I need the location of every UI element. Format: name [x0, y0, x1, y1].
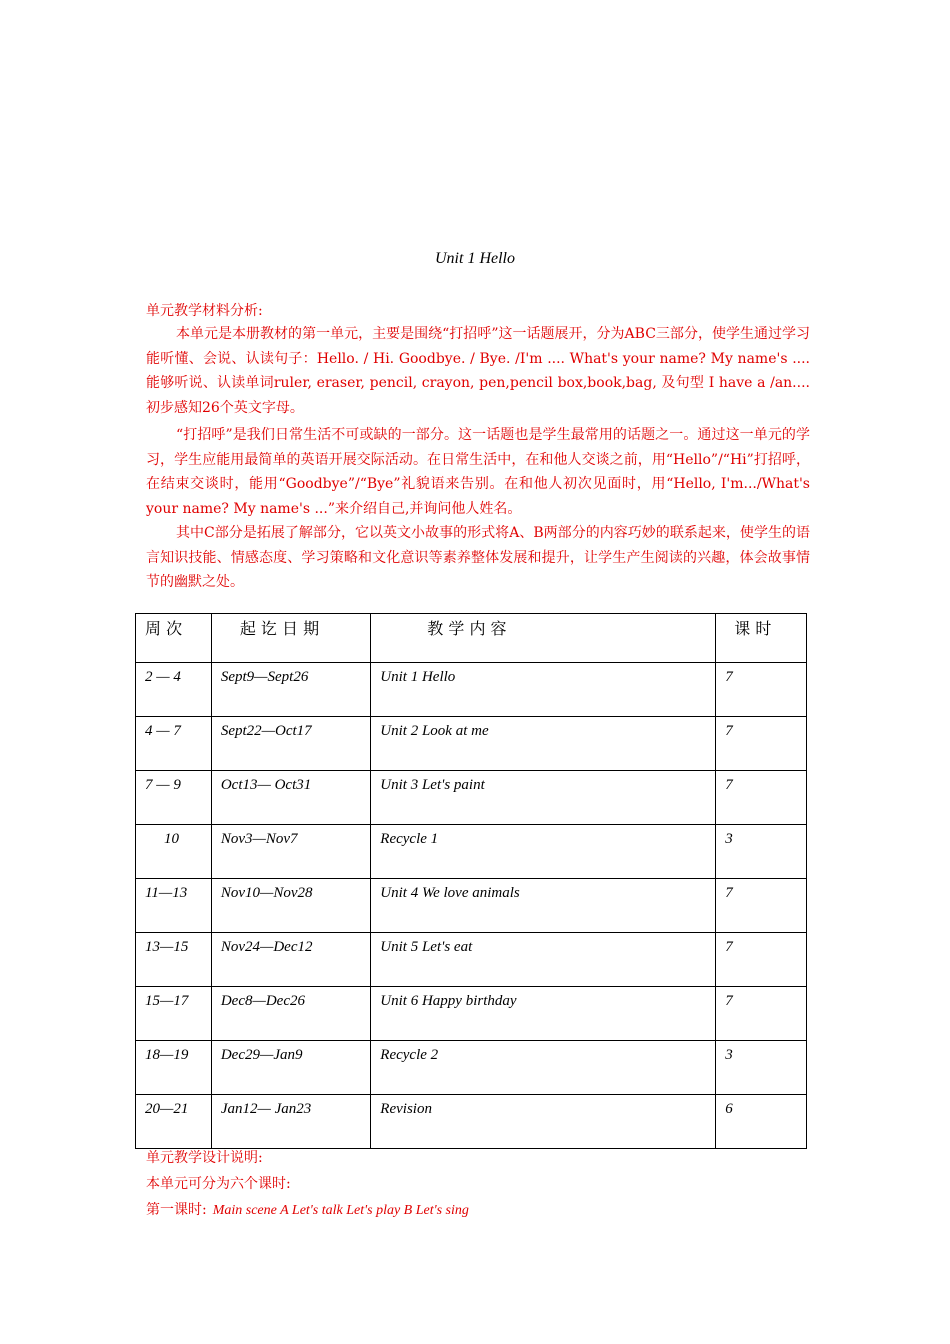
cell-week: 15—17	[136, 987, 212, 1041]
table-row	[136, 1041, 807, 1095]
cell-hours: 3	[716, 825, 807, 879]
cell-content: Revision	[371, 1095, 716, 1149]
cell-hours: 6	[716, 1095, 807, 1149]
cell-hours: 7	[716, 771, 807, 825]
header-content: 教 学 内 容	[371, 614, 716, 663]
table-row	[136, 879, 807, 933]
design-line-1: 本单元可分为六个课时:	[146, 1176, 291, 1192]
cell-hours: 7	[716, 717, 807, 771]
table-row	[136, 663, 807, 717]
schedule-table	[135, 613, 807, 1149]
cell-content: Unit 1 Hello	[371, 663, 716, 717]
cell-week: 7 — 9	[136, 771, 212, 825]
lesson-1-label: 第一课时:	[146, 1202, 207, 1218]
cell-content: Unit 4 We love animals	[371, 879, 716, 933]
cell-week: 20—21	[136, 1095, 212, 1149]
analysis-paragraph-2	[146, 423, 810, 521]
header-week: 周 次	[136, 614, 212, 663]
cell-hours: 7	[716, 663, 807, 717]
table-row	[136, 987, 807, 1041]
table-row	[136, 825, 807, 879]
cell-dates: Nov10—Nov28	[211, 879, 370, 933]
cell-dates: Sept9—Sept26	[211, 663, 370, 717]
cell-dates: Dec29—Jan9	[211, 1041, 370, 1095]
cell-hours: 3	[716, 1041, 807, 1095]
cell-week: 11—13	[136, 879, 212, 933]
header-dates: 起 讫 日 期	[211, 614, 370, 663]
design-heading: 单元教学设计说明:	[146, 1150, 263, 1166]
cell-content: Unit 2 Look at me	[371, 717, 716, 771]
cell-week: 18—19	[136, 1041, 212, 1095]
cell-dates: Oct13— Oct31	[211, 771, 370, 825]
lesson-1-line	[146, 1197, 469, 1224]
table-row	[136, 771, 807, 825]
cell-dates: Nov24—Dec12	[211, 933, 370, 987]
page-title: Unit 1 Hello	[435, 250, 515, 267]
cell-dates: Dec8—Dec26	[211, 987, 370, 1041]
cell-content: Recycle 2	[371, 1041, 716, 1095]
cell-dates: Sept22—Oct17	[211, 717, 370, 771]
analysis-heading: 单元教学材料分析:	[146, 303, 263, 319]
cell-week: 13—15	[136, 933, 212, 987]
cell-week: 4 — 7	[136, 717, 212, 771]
cell-hours: 7	[716, 879, 807, 933]
analysis-paragraph-3	[146, 521, 810, 595]
cell-content: Unit 3 Let's paint	[371, 771, 716, 825]
cell-hours: 7	[716, 933, 807, 987]
lesson-1-content: Main scene A Let's talk Let's play B Let's sing	[212, 1203, 469, 1218]
analysis-p1-text: 本单元是本册教材的第一单元，主要是围绕“打招呼”这一话题展开，分为ABC三部分，使学生通过学习能听懂、会说、认读句子：Hello. / Hi. Goodbye. / Bye. /I'm .... What's your name? My name's ....能够听说、认读单词ruler, eraser, pencil, crayon, pen,pencil box,book,bag, 及句型 I have a /an.... 初步感知26个英文字母。	[146, 326, 810, 416]
header-hours: 课 时	[716, 614, 807, 663]
cell-content: Unit 6 Happy birthday	[371, 987, 716, 1041]
cell-week: 2 — 4	[136, 663, 212, 717]
cell-content: Recycle 1	[371, 825, 716, 879]
cell-content: Unit 5 Let's eat	[371, 933, 716, 987]
table-row	[136, 933, 807, 987]
analysis-paragraph-1	[146, 322, 810, 420]
table-row	[136, 1095, 807, 1149]
cell-dates: Nov3—Nov7	[211, 825, 370, 879]
table-header-row	[136, 614, 807, 663]
table-row	[136, 717, 807, 771]
cell-dates: Jan12— Jan23	[211, 1095, 370, 1149]
cell-week: 10	[136, 825, 212, 879]
design-section	[146, 1145, 469, 1224]
analysis-p2-text: “打招呼”是我们日常生活不可或缺的一部分。这一话题也是学生最常用的话题之一。通过这一单元的学习，学生应能用最简单的英语开展交际活动。在日常生活中，在和他人交谈之前，用“Hello”/“Hi”打招呼，在结束交谈时，能用“Goodbye”/“Bye”礼貌语来告别。在和他人初次见面时，用“Hello, I'm.../What's your name? My name's ...”来介绍自己,并询问他人姓名。	[146, 427, 810, 517]
cell-hours: 7	[716, 987, 807, 1041]
analysis-p3-text: 其中C部分是拓展了解部分，它以英文小故事的形式将A、B两部分的内容巧妙的联系起来，使学生的语言知识技能、情感态度、学习策略和文化意识等素养整体发展和提升，让学生产生阅读的兴趣，体会故事情节的幽默之处。	[146, 525, 810, 590]
